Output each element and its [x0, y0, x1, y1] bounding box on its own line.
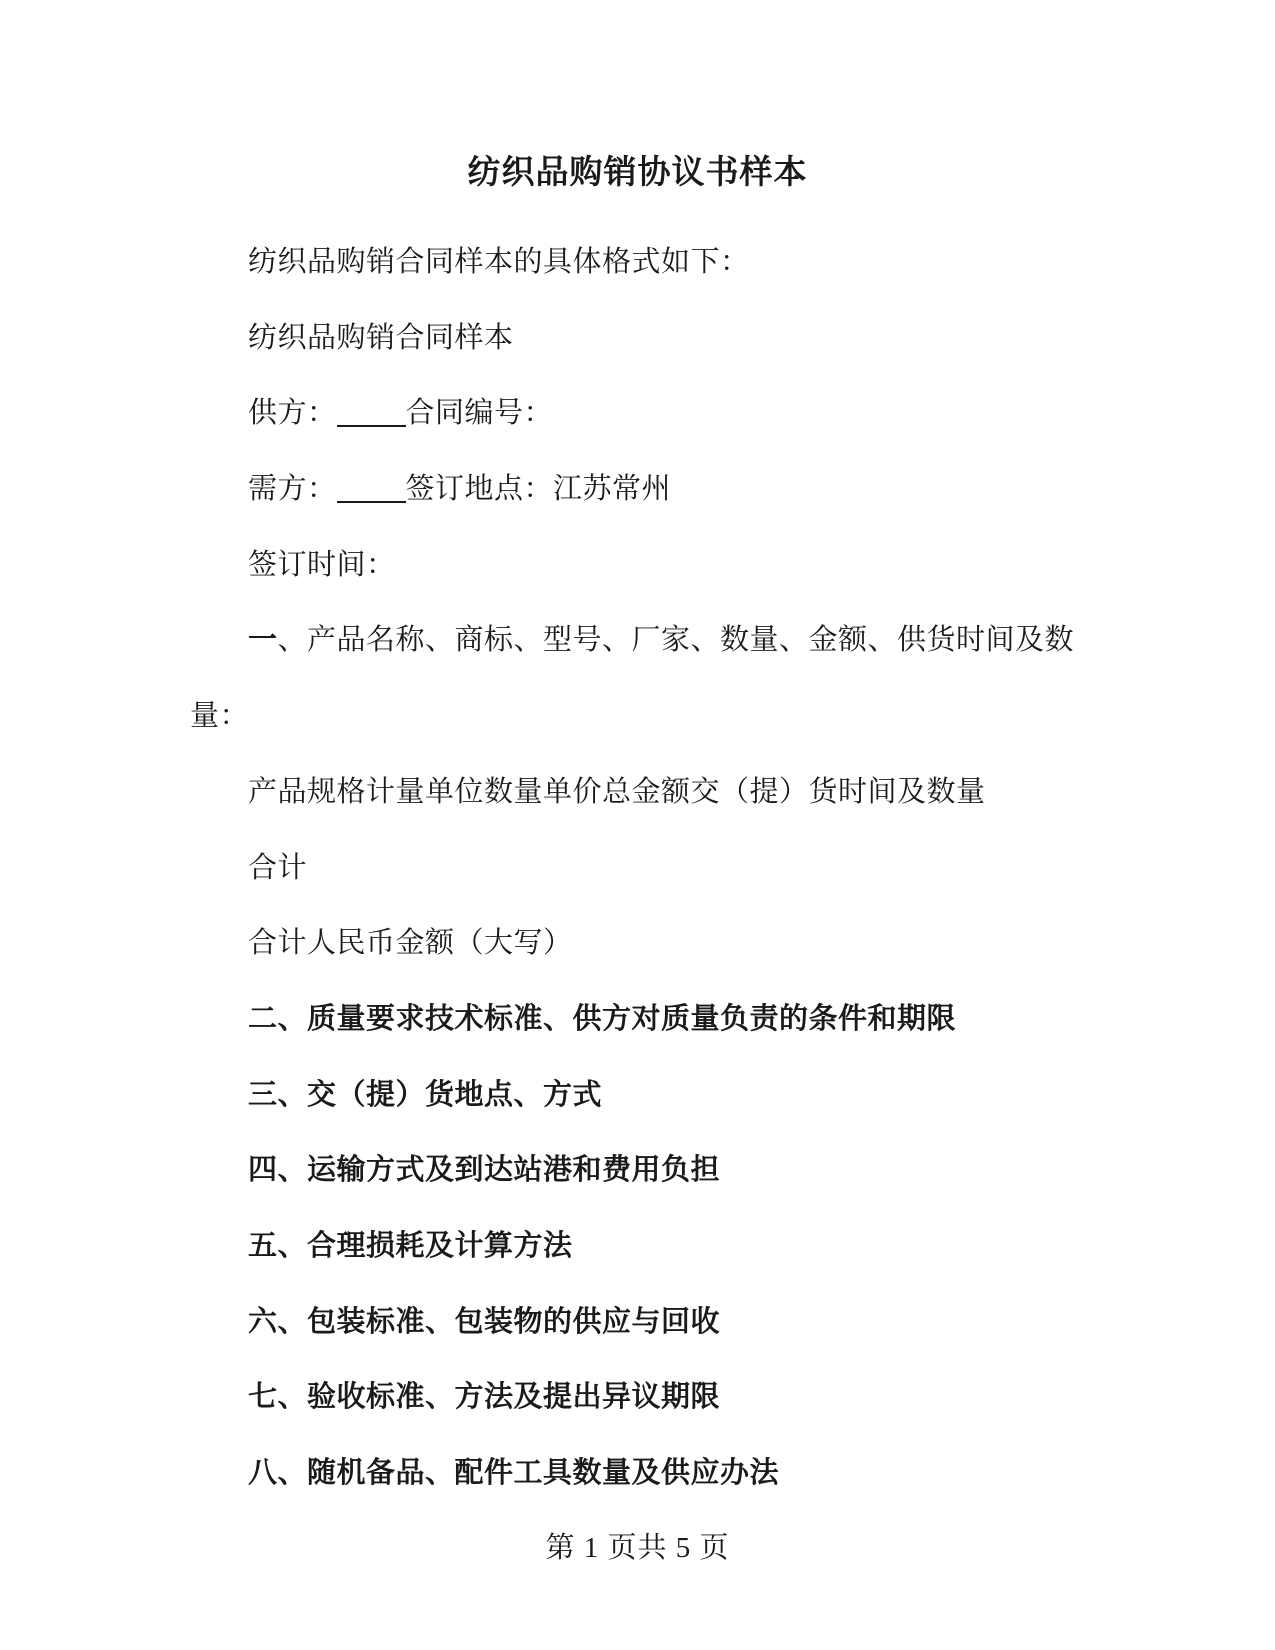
page-number-footer: 第 1 页共 5 页: [545, 1532, 730, 1564]
supplier-line: [190, 376, 1090, 452]
paragraph-intro: 纺织品购销合同样本的具体格式如下：: [248, 246, 750, 278]
buyer-line: [190, 452, 1090, 528]
paragraph-form-title: 纺织品购销合同样本: [248, 321, 514, 354]
supplier-blank-underline: [337, 401, 406, 427]
document-title: 纺织品购销协议书样本: [467, 153, 808, 190]
total-line: 合计: [248, 851, 308, 884]
buyer-label: 需方：: [248, 473, 337, 506]
clause-1-text: 、产品名称、商标、型号、厂家、数量、金额、供货时间及数: [277, 624, 1075, 657]
table-header-line: 产品规格计量单位数量单价总金额交（提）货时间及数量: [248, 775, 986, 808]
clause-1-number: 一: [248, 624, 278, 657]
supplier-label: 供方：: [248, 397, 337, 430]
clause-2-heading: 二、质量要求技术标准、供方对质量负责的条件和期限: [248, 1002, 957, 1035]
clause-5-heading: 五、合理损耗及计算方法: [248, 1229, 573, 1262]
clause-4-heading: 四、运输方式及到达站港和费用负担: [248, 1154, 721, 1187]
document-body: [190, 225, 1090, 1512]
sign-place-label: 签订地点：江苏常州: [405, 473, 672, 506]
clause-3-heading: 三、交（提）货地点、方式: [248, 1078, 603, 1111]
total-words-line: 合计人民币金额（大写）: [248, 927, 573, 960]
clause-8-heading: 八、随机备品、配件工具数量及供应办法: [248, 1457, 780, 1489]
contract-no-label: 合同编号：: [405, 397, 554, 430]
clause-1-line-1: [190, 603, 1090, 679]
clause-1-line-2: 量：: [190, 700, 250, 733]
buyer-blank-underline: [337, 477, 406, 503]
sign-time-line: 签订时间：: [248, 548, 396, 581]
clause-7-heading: 七、验收标准、方法及提出异议期限: [248, 1381, 721, 1414]
clause-6-heading: 六、包装标准、包装物的供应与回收: [248, 1305, 721, 1338]
